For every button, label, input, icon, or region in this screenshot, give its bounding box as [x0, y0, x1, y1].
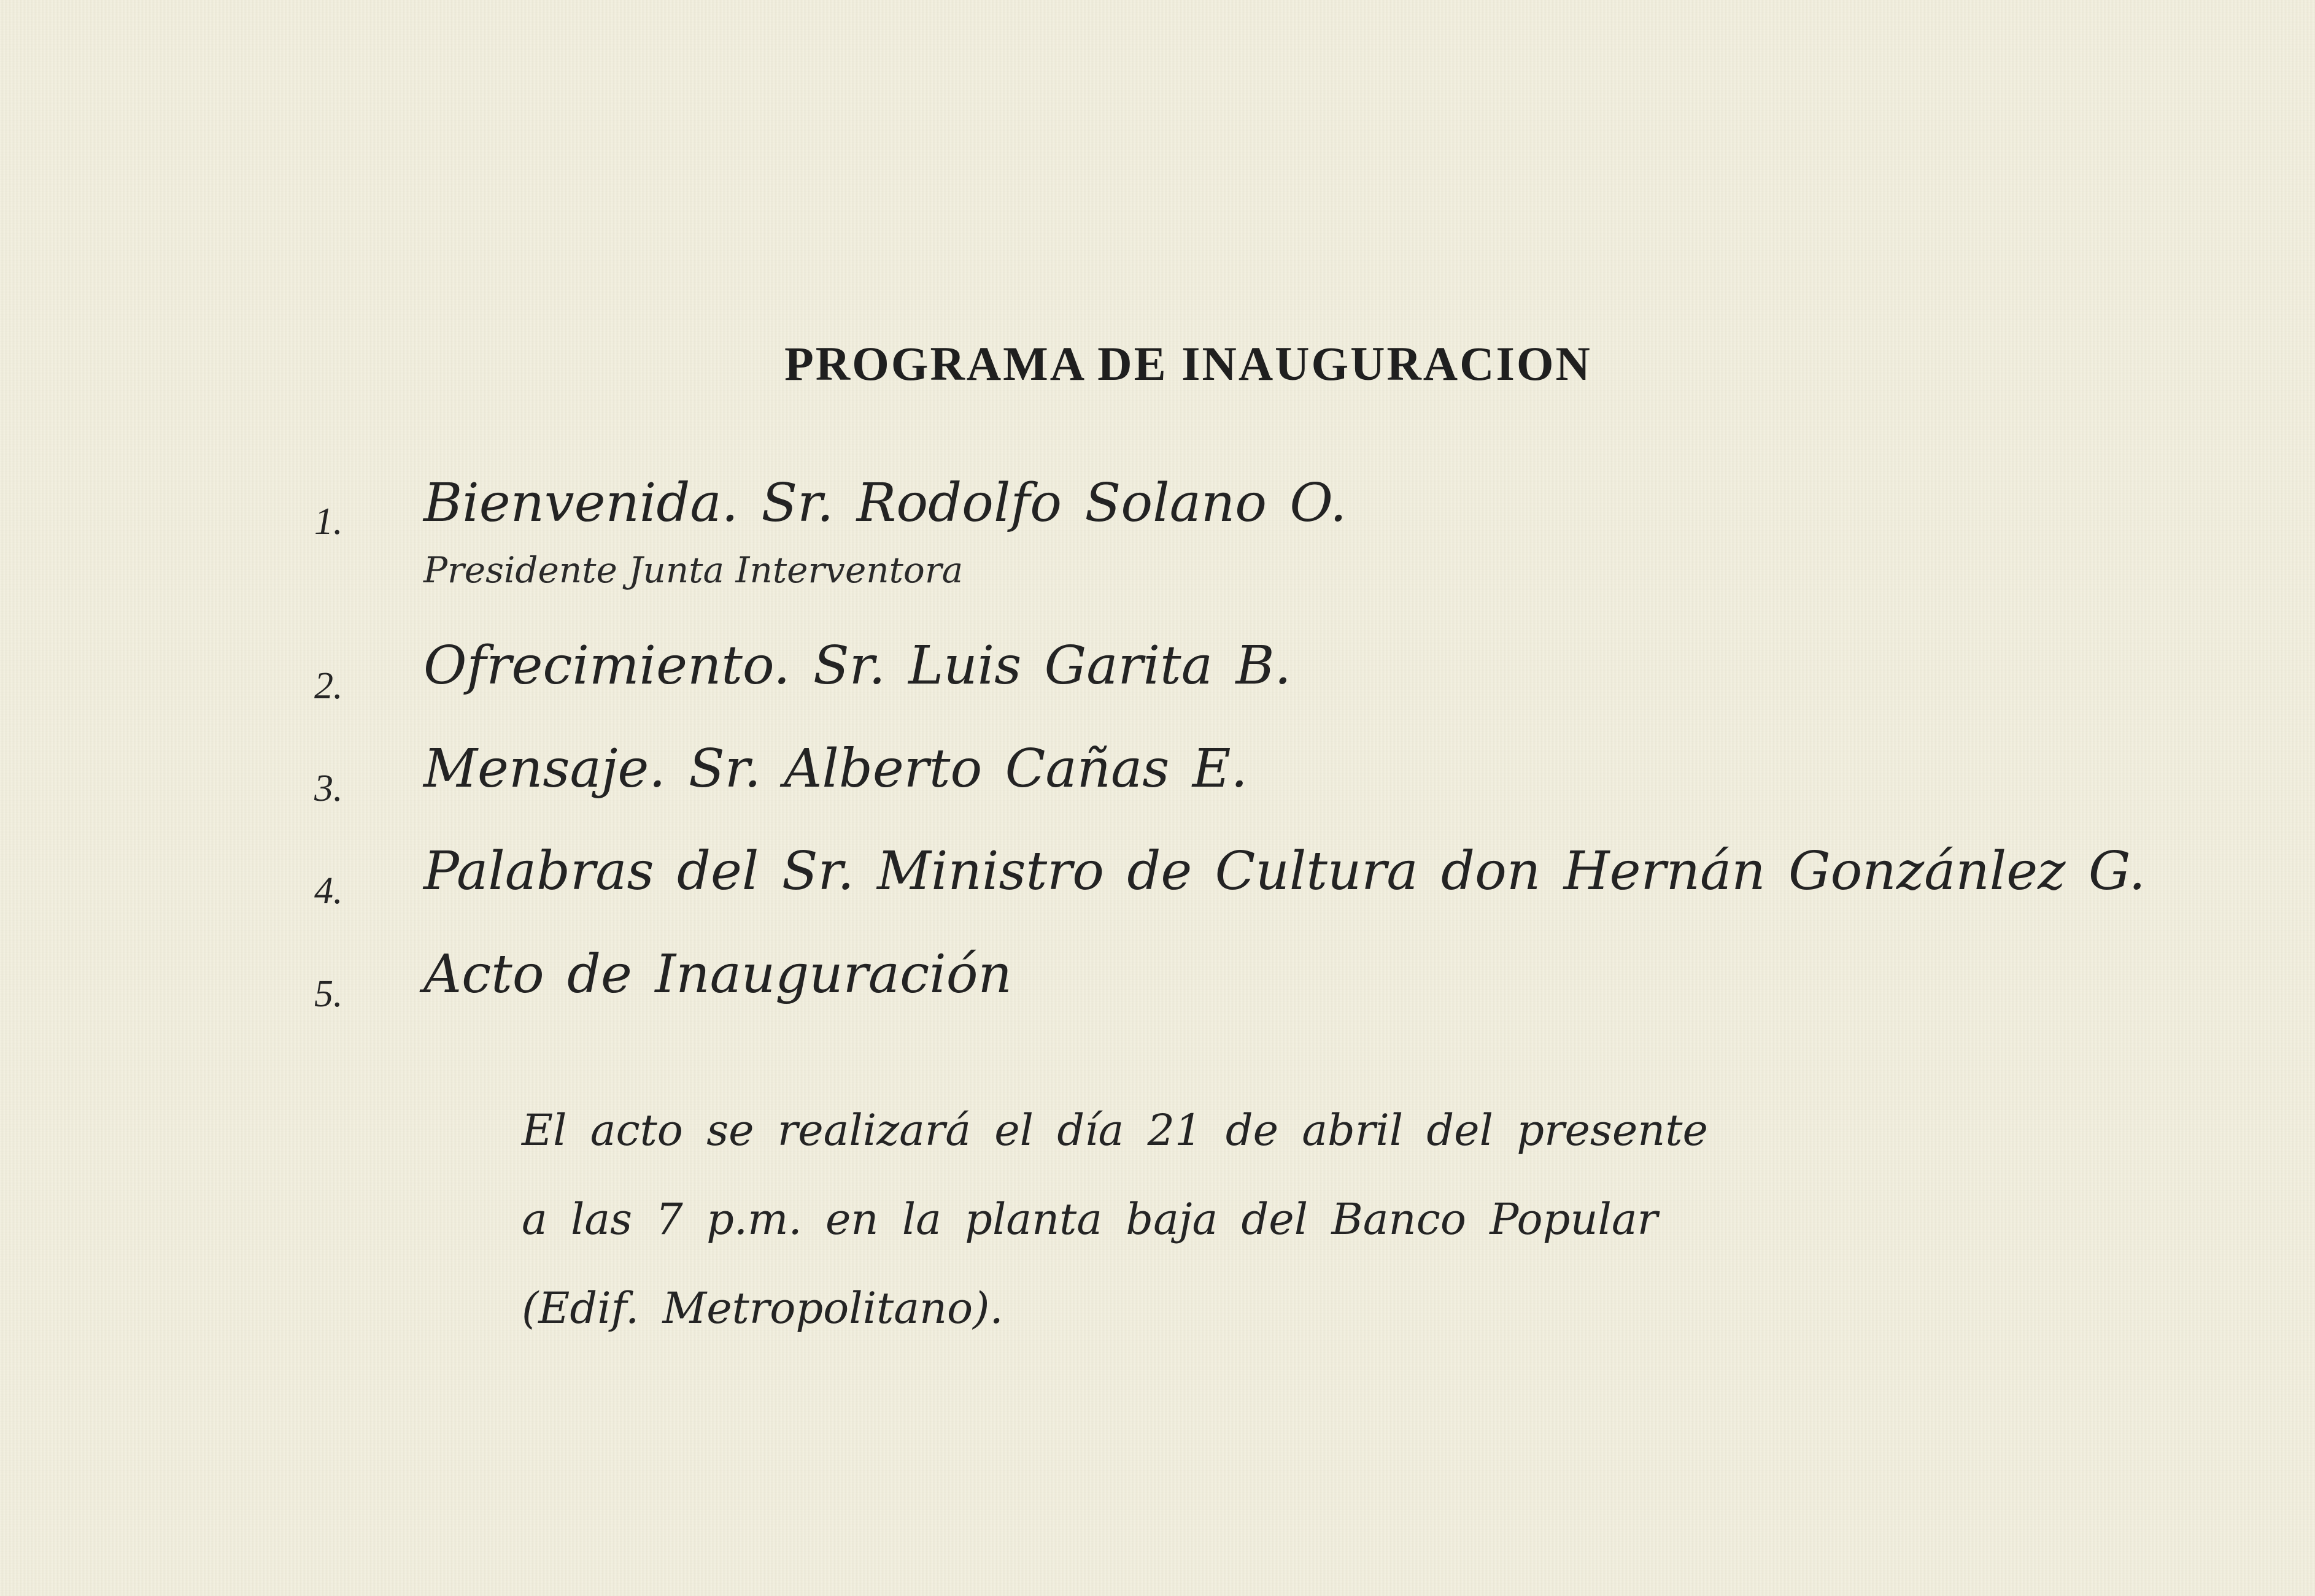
- closing-line: a las 7 p.m. en la planta baja del Banco Popular: [522, 1194, 1658, 1244]
- item-number: 5.: [314, 973, 343, 1015]
- item-subtitle: Presidente Junta Interventora: [423, 549, 964, 591]
- item-text: Bienvenida. Sr. Rodolfo Solano O.: [423, 472, 1347, 534]
- document-title: PROGRAMA DE INAUGURACION: [784, 337, 1592, 390]
- item-number: 3.: [314, 768, 343, 809]
- item-number: 2.: [314, 665, 343, 707]
- item-number: 1.: [314, 501, 343, 542]
- closing-line: El acto se realizará el día 21 de abril del presente: [522, 1105, 1708, 1155]
- item-text: Ofrecimiento. Sr. Luis Garita B.: [423, 635, 1291, 696]
- item-text: Palabras del Sr. Ministro de Cultura don Hernán Gonzánlez G.: [423, 841, 2146, 902]
- closing-note: [522, 1086, 1708, 1353]
- item-number: 4.: [314, 870, 343, 912]
- item-text: Acto de Inauguración: [423, 944, 1012, 1005]
- closing-line: (Edif. Metropolitano).: [522, 1283, 1003, 1333]
- item-text: Mensaje. Sr. Alberto Cañas E.: [423, 738, 1248, 800]
